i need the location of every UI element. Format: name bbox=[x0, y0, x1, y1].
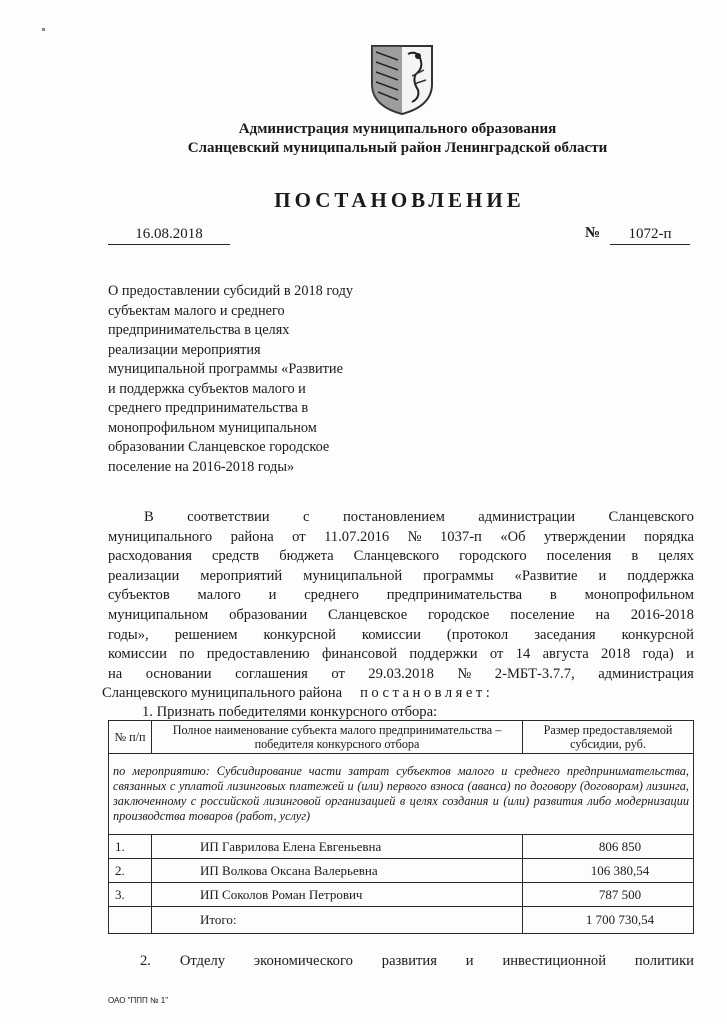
body-word: муниципальной bbox=[303, 567, 403, 584]
org-name-line2: Сланцевский муниципальный район Ленинградской области bbox=[187, 140, 608, 156]
body-word: августа bbox=[542, 646, 589, 663]
preamble-paragraph bbox=[102, 508, 694, 704]
body-word: программы bbox=[423, 567, 494, 584]
body-line-last bbox=[102, 684, 694, 704]
body-word: решением bbox=[174, 626, 238, 643]
body-word: по bbox=[179, 646, 195, 663]
body-word: расходования bbox=[108, 548, 192, 565]
body-word: и bbox=[268, 587, 277, 604]
row-no: 1. bbox=[109, 835, 152, 859]
body-word: поселения bbox=[546, 548, 612, 565]
body-word: малого bbox=[197, 587, 241, 604]
body-line bbox=[108, 606, 694, 626]
subject-line: О предоставлении субсидий в 2018 году bbox=[108, 283, 354, 299]
point2-word: развития bbox=[381, 953, 437, 969]
body-word: и bbox=[686, 646, 694, 663]
body-line bbox=[108, 645, 694, 665]
subject-line: монопрофильном муниципальном bbox=[108, 419, 317, 436]
body-word: «Развитие bbox=[514, 567, 578, 584]
total-no bbox=[109, 907, 152, 934]
body-word: целях bbox=[658, 548, 694, 565]
body-word: в bbox=[549, 587, 557, 604]
body-word: В bbox=[144, 509, 154, 525]
body-word: порядка bbox=[644, 528, 694, 545]
table-row bbox=[109, 835, 694, 859]
body-word: 29.03.2018 bbox=[368, 665, 434, 682]
body-word: с bbox=[303, 509, 310, 525]
body-word: основании bbox=[145, 665, 212, 682]
row-amount: 806 850 bbox=[523, 835, 694, 859]
row-no: 3. bbox=[109, 883, 152, 907]
subject-heading bbox=[108, 282, 408, 477]
category-row bbox=[109, 754, 694, 835]
body-word: муниципальном bbox=[108, 606, 209, 623]
table-row bbox=[109, 859, 694, 883]
body-last-text: Сланцевского муниципального района bbox=[102, 685, 343, 702]
table-header-row bbox=[109, 721, 694, 754]
body-word: района bbox=[230, 528, 274, 545]
body-line bbox=[108, 665, 694, 685]
body-word: комиссии bbox=[361, 626, 421, 643]
body-line bbox=[108, 586, 694, 606]
point2-word: Отделу bbox=[179, 953, 226, 969]
coat-of-arms-emblem bbox=[368, 40, 436, 116]
point2-word: и bbox=[465, 953, 474, 969]
header-name: Полное наименование субъекта малого предпринимательства – победителя конкурсного отбора bbox=[152, 721, 523, 754]
subject-line: субъектам малого и среднего bbox=[108, 302, 285, 319]
decree-word: постановляет: bbox=[360, 685, 494, 702]
body-word: годы», bbox=[108, 626, 149, 643]
subject-line: муниципальной программы «Развитие bbox=[108, 361, 343, 377]
header-no: № п/п bbox=[109, 721, 152, 754]
body-word: № bbox=[407, 528, 422, 545]
body-word: (протокол bbox=[446, 626, 509, 643]
body-word: конкурсной bbox=[621, 626, 694, 643]
body-word: мероприятий bbox=[200, 567, 283, 584]
row-name: ИП Соколов Роман Петрович bbox=[152, 883, 523, 907]
body-word: реализации bbox=[108, 567, 180, 584]
point2-word: 2. bbox=[140, 953, 151, 969]
body-word: средств bbox=[211, 548, 260, 565]
row-amount: 106 380,54 bbox=[523, 859, 694, 883]
category-text: по мероприятию: Субсидирование части затрат субъектов малого и среднего предпринимательства, связанных с уплатой лизинговых платежей и (или) первого взноса (аванса) по договору (договорам) лизинга, заключенному с российской лизинговой организацией в целях создания и (или) развития либо модернизации производства товаров (работ, услуг) bbox=[109, 754, 694, 835]
total-label: Итого: bbox=[152, 907, 523, 934]
point2-word: политики bbox=[634, 953, 694, 969]
body-word: постановлением bbox=[342, 509, 445, 525]
body-line bbox=[108, 528, 694, 548]
body-word: в bbox=[631, 548, 639, 565]
point-1: 1. Признать победителями конкурсного отбора: bbox=[142, 704, 438, 720]
point2-word: экономического bbox=[253, 953, 353, 969]
body-word: поселение bbox=[510, 606, 575, 623]
body-word: финансовой bbox=[321, 646, 398, 663]
point-2 bbox=[140, 953, 694, 970]
document-type-title: ПОСТАНОВЛЕНИЕ bbox=[274, 188, 525, 212]
body-word: комиссии bbox=[108, 646, 167, 663]
number-sign: № bbox=[585, 225, 601, 241]
org-name-line1: Администрация муниципального образования bbox=[238, 121, 557, 137]
subject-line: среднего предпринимательства в bbox=[108, 400, 309, 416]
body-word: среднего bbox=[304, 587, 359, 604]
body-word: администрации bbox=[478, 509, 576, 525]
body-word: администрация bbox=[598, 665, 694, 682]
subject-line: реализации мероприятия bbox=[108, 341, 261, 358]
body-word: от bbox=[292, 528, 306, 545]
body-word: года) bbox=[642, 646, 674, 663]
point2-word: инвестиционной bbox=[502, 953, 607, 969]
body-word: от bbox=[489, 646, 504, 663]
body-word: 2016-2018 bbox=[630, 606, 694, 623]
subject-line: образовании Сланцевское городское bbox=[108, 439, 330, 455]
winners-table bbox=[108, 720, 694, 934]
body-word: субъектов bbox=[108, 587, 170, 604]
body-word: соглашения bbox=[235, 665, 308, 682]
body-word: и bbox=[598, 567, 607, 584]
body-word: Сланцевского bbox=[353, 548, 440, 565]
body-word: 2-МБТ-3.7.7, bbox=[494, 665, 575, 682]
body-word: городское bbox=[428, 606, 490, 623]
document-date: 16.08.2018 bbox=[108, 225, 230, 245]
body-word: на bbox=[595, 606, 610, 623]
scan-speck bbox=[42, 28, 45, 31]
body-word: на bbox=[108, 665, 123, 682]
row-name: ИП Волкова Оксана Валерьевна bbox=[152, 859, 523, 883]
body-line bbox=[108, 626, 694, 646]
body-word: муниципального bbox=[108, 528, 213, 545]
table-row bbox=[109, 883, 694, 907]
document-number: 1072-п bbox=[610, 225, 690, 245]
body-word: городского bbox=[459, 548, 527, 565]
printer-code: ОАО "ППП № 1" bbox=[108, 996, 169, 1005]
header-amount: Размер предоставляемой субсидии, руб. bbox=[523, 721, 694, 754]
body-word: «Об bbox=[500, 528, 526, 545]
total-row bbox=[109, 907, 694, 934]
body-word: соответствии bbox=[187, 509, 270, 525]
body-line bbox=[108, 547, 694, 567]
body-line bbox=[108, 567, 694, 587]
row-amount: 787 500 bbox=[523, 883, 694, 907]
body-word: конкурсной bbox=[263, 626, 336, 643]
body-word: образовании bbox=[229, 606, 308, 623]
body-word: 1037-п bbox=[440, 528, 482, 545]
row-name: ИП Гаврилова Елена Евгеньевна bbox=[152, 835, 523, 859]
body-word: заседания bbox=[534, 626, 596, 643]
body-word: поддержки bbox=[409, 646, 478, 663]
body-word: монопрофильном bbox=[584, 587, 694, 604]
subject-line: и поддержка субъектов малого и bbox=[108, 380, 306, 397]
subject-line: поселение на 2016-2018 годы» bbox=[108, 458, 295, 475]
subject-line: предпринимательства в целях bbox=[108, 322, 290, 338]
body-word: бюджета bbox=[279, 548, 334, 565]
body-word: поддержка bbox=[627, 567, 694, 584]
body-word: 11.07.2016 bbox=[324, 528, 390, 545]
row-no: 2. bbox=[109, 859, 152, 883]
body-word: 2018 bbox=[601, 646, 631, 663]
body-word: Сланцевского bbox=[608, 509, 694, 525]
body-word: 14 bbox=[515, 646, 531, 663]
body-line bbox=[108, 508, 694, 528]
total-amount: 1 700 730,54 bbox=[523, 907, 694, 934]
body-word: предоставлению bbox=[206, 646, 310, 663]
body-word: утверждении bbox=[543, 528, 626, 545]
body-word: предпринимательства bbox=[386, 587, 523, 604]
body-word: № bbox=[457, 665, 472, 682]
body-word: от bbox=[331, 665, 345, 682]
body-word: Сланцевское bbox=[328, 606, 408, 623]
